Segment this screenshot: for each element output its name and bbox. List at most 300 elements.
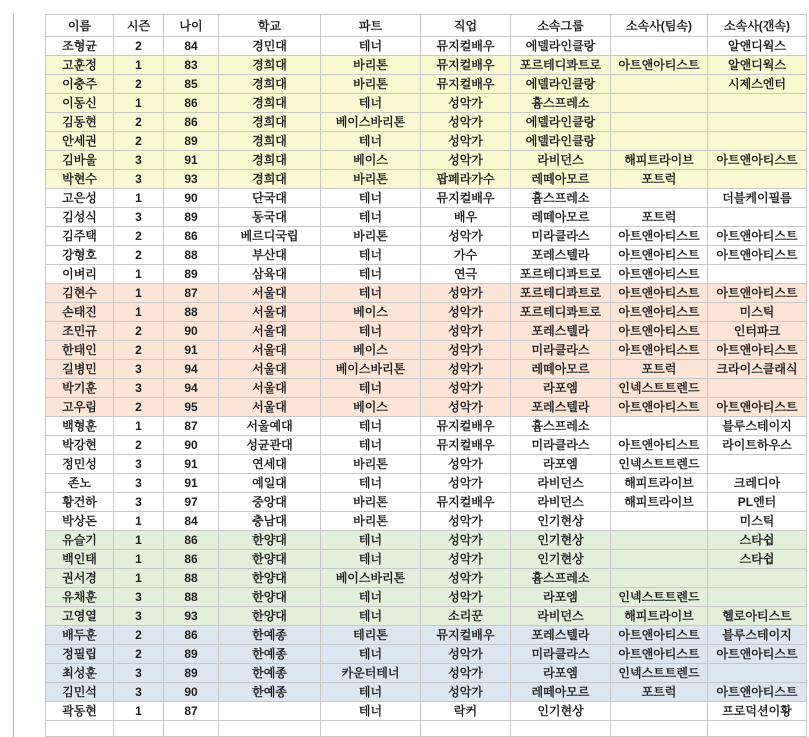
cell[interactable]: 한양대 xyxy=(219,588,321,607)
cell[interactable]: 84 xyxy=(164,512,219,531)
cell[interactable]: 블루스테이지 xyxy=(708,626,807,645)
cell[interactable]: 서울대 xyxy=(219,322,321,341)
cell[interactable]: 이충주 xyxy=(46,75,114,94)
cell[interactable]: 테너 xyxy=(321,436,421,455)
cell[interactable]: 90 xyxy=(164,189,219,208)
cell[interactable]: 이벼리 xyxy=(46,265,114,284)
cell[interactable]: 카운터테너 xyxy=(321,664,421,683)
cell[interactable]: 성악가 xyxy=(421,322,511,341)
cell[interactable]: 91 xyxy=(164,474,219,493)
cell[interactable]: 1 xyxy=(114,284,164,303)
cell[interactable]: 포트럭 xyxy=(611,360,708,379)
cell[interactable]: 아트앤아티스트 xyxy=(708,645,807,664)
cell[interactable] xyxy=(611,417,708,436)
cell[interactable]: 포르테디콰트로 xyxy=(511,284,611,303)
cell[interactable]: 89 xyxy=(164,208,219,227)
cell[interactable]: 3 xyxy=(114,360,164,379)
cell[interactable]: 박상돈 xyxy=(46,512,114,531)
cell[interactable]: 베이스바리톤 xyxy=(321,360,421,379)
cell[interactable]: 성악가 xyxy=(421,683,511,702)
cell[interactable]: 성악가 xyxy=(421,132,511,151)
cell[interactable]: 스타쉽 xyxy=(708,550,807,569)
cell[interactable]: 바리톤 xyxy=(321,455,421,474)
cell[interactable]: 89 xyxy=(164,265,219,284)
cell[interactable]: 락커 xyxy=(421,702,511,721)
cell[interactable]: 1 xyxy=(114,512,164,531)
cell[interactable] xyxy=(611,569,708,588)
cell[interactable]: 서울예대 xyxy=(219,417,321,436)
cell[interactable]: 83 xyxy=(164,56,219,75)
cell[interactable]: 86 xyxy=(164,227,219,246)
cell[interactable]: 바리톤 xyxy=(321,170,421,189)
cell[interactable]: 라포엠 xyxy=(511,588,611,607)
cell[interactable]: 인터파크 xyxy=(708,322,807,341)
cell[interactable] xyxy=(219,702,321,721)
cell[interactable]: 87 xyxy=(164,284,219,303)
cell[interactable] xyxy=(708,664,807,683)
cell[interactable]: 테너 xyxy=(321,246,421,265)
cell[interactable]: 1 xyxy=(114,265,164,284)
cell[interactable]: 정필립 xyxy=(46,645,114,664)
cell[interactable]: 크레디아 xyxy=(708,474,807,493)
cell[interactable]: 테너 xyxy=(321,588,421,607)
cell[interactable]: 김성식 xyxy=(46,208,114,227)
cell[interactable]: 소리꾼 xyxy=(421,607,511,626)
cell[interactable]: 뮤지컬배우 xyxy=(421,75,511,94)
cell[interactable]: 서울대 xyxy=(219,303,321,322)
cell[interactable]: 포트럭 xyxy=(611,208,708,227)
cell[interactable]: 1 xyxy=(114,94,164,113)
cell[interactable]: 포트럭 xyxy=(611,170,708,189)
cell[interactable]: 인기현상 xyxy=(511,550,611,569)
cell[interactable]: 아트앤아티스트 xyxy=(611,436,708,455)
cell[interactable]: 서울대 xyxy=(219,379,321,398)
cell[interactable] xyxy=(164,721,219,737)
cell[interactable]: 라포엠 xyxy=(511,379,611,398)
cell[interactable]: 미스틱 xyxy=(708,303,807,322)
cell[interactable]: 레떼아모르 xyxy=(511,170,611,189)
cell[interactable]: 성악가 xyxy=(421,569,511,588)
cell[interactable]: 아트앤아티스트 xyxy=(611,645,708,664)
cell[interactable]: 김바울 xyxy=(46,151,114,170)
cell[interactable]: 91 xyxy=(164,151,219,170)
cell[interactable]: 인넥스트트렌드 xyxy=(611,664,708,683)
cell[interactable]: 성악가 xyxy=(421,474,511,493)
cell[interactable]: 바리톤 xyxy=(321,493,421,512)
cell[interactable] xyxy=(611,189,708,208)
cell[interactable]: 배두훈 xyxy=(46,626,114,645)
cell[interactable]: 흄스프레소 xyxy=(511,189,611,208)
cell[interactable]: 한양대 xyxy=(219,531,321,550)
cell[interactable]: 2 xyxy=(114,341,164,360)
cell[interactable]: 성악가 xyxy=(421,379,511,398)
cell[interactable]: 테너 xyxy=(321,189,421,208)
cell[interactable] xyxy=(708,113,807,132)
cell[interactable]: 베이스 xyxy=(321,151,421,170)
cell[interactable]: 고우림 xyxy=(46,398,114,417)
cell[interactable]: 3 xyxy=(114,474,164,493)
cell[interactable] xyxy=(611,531,708,550)
cell[interactable]: 아트앤아티스트 xyxy=(708,151,807,170)
cell[interactable]: 해피트라이브 xyxy=(611,474,708,493)
cell[interactable]: 95 xyxy=(164,398,219,417)
cell[interactable]: 곽동현 xyxy=(46,702,114,721)
cell[interactable]: 성악가 xyxy=(421,588,511,607)
cell[interactable]: 미라클라스 xyxy=(511,645,611,664)
cell[interactable]: 1 xyxy=(114,550,164,569)
cell[interactable]: 에델라인클랑 xyxy=(511,37,611,56)
cell[interactable]: 라비던스 xyxy=(511,493,611,512)
cell[interactable]: 성악가 xyxy=(421,341,511,360)
cell[interactable]: 86 xyxy=(164,550,219,569)
cell[interactable]: 테너 xyxy=(321,702,421,721)
cell[interactable]: 테너 xyxy=(321,322,421,341)
cell[interactable]: 베이스바리톤 xyxy=(321,569,421,588)
cell[interactable]: 2 xyxy=(114,645,164,664)
cell[interactable]: 테너 xyxy=(321,474,421,493)
cell[interactable]: 라비던스 xyxy=(511,607,611,626)
cell[interactable]: 3 xyxy=(114,208,164,227)
column-header[interactable]: 시즌 xyxy=(114,15,164,37)
cell[interactable]: 91 xyxy=(164,455,219,474)
cell[interactable]: 한태인 xyxy=(46,341,114,360)
cell[interactable]: 베이스 xyxy=(321,398,421,417)
cell[interactable]: 성악가 xyxy=(421,550,511,569)
cell[interactable]: 성균관대 xyxy=(219,436,321,455)
cell[interactable]: 알앤디웍스 xyxy=(708,37,807,56)
cell[interactable]: 86 xyxy=(164,531,219,550)
cell[interactable]: 3 xyxy=(114,379,164,398)
cell[interactable]: 87 xyxy=(164,702,219,721)
cell[interactable]: 1 xyxy=(114,303,164,322)
cell[interactable]: 바리톤 xyxy=(321,75,421,94)
cell[interactable]: 뮤지컬배우 xyxy=(421,626,511,645)
cell[interactable]: 황건하 xyxy=(46,493,114,512)
column-header[interactable]: 이름 xyxy=(46,15,114,37)
cell[interactable]: 중앙대 xyxy=(219,493,321,512)
cell[interactable]: 동국대 xyxy=(219,208,321,227)
cell[interactable]: 94 xyxy=(164,360,219,379)
cell[interactable]: 팝페라가수 xyxy=(421,170,511,189)
cell[interactable]: 1 xyxy=(114,417,164,436)
cell[interactable]: 아트앤아티스트 xyxy=(611,341,708,360)
cell[interactable]: 김동현 xyxy=(46,113,114,132)
cell[interactable]: 박현수 xyxy=(46,170,114,189)
cell[interactable]: 1 xyxy=(114,56,164,75)
cell[interactable]: 성악가 xyxy=(421,645,511,664)
cell[interactable]: 서울대 xyxy=(219,360,321,379)
cell[interactable]: 한예종 xyxy=(219,626,321,645)
cell[interactable]: 포르테디콰트로 xyxy=(511,265,611,284)
cell[interactable]: 레떼아모르 xyxy=(511,683,611,702)
cell[interactable]: 90 xyxy=(164,322,219,341)
cell[interactable]: 테너 xyxy=(321,607,421,626)
cell[interactable]: 라포엠 xyxy=(511,664,611,683)
cell[interactable]: 성악가 xyxy=(421,455,511,474)
cell[interactable]: 백인태 xyxy=(46,550,114,569)
cell[interactable] xyxy=(114,721,164,737)
cell[interactable]: 89 xyxy=(164,132,219,151)
cell[interactable]: 가수 xyxy=(421,246,511,265)
cell[interactable]: 조형균 xyxy=(46,37,114,56)
cell[interactable]: 아트앤아티스트 xyxy=(708,341,807,360)
cell[interactable]: 아트앤아티스트 xyxy=(708,683,807,702)
cell[interactable]: 경희대 xyxy=(219,56,321,75)
cell[interactable]: 인기현상 xyxy=(511,702,611,721)
cell[interactable]: 베르디국립 xyxy=(219,227,321,246)
cell[interactable] xyxy=(708,208,807,227)
cell[interactable]: 3 xyxy=(114,607,164,626)
cell[interactable] xyxy=(708,379,807,398)
cell[interactable] xyxy=(611,113,708,132)
cell[interactable]: 아트앤아티스트 xyxy=(611,227,708,246)
cell[interactable]: 86 xyxy=(164,626,219,645)
cell[interactable]: 3 xyxy=(114,664,164,683)
cell[interactable]: 인기현상 xyxy=(511,531,611,550)
cell[interactable]: 존노 xyxy=(46,474,114,493)
cell[interactable]: 89 xyxy=(164,664,219,683)
cell[interactable]: 성악가 xyxy=(421,512,511,531)
cell[interactable]: 2 xyxy=(114,436,164,455)
cell[interactable] xyxy=(708,265,807,284)
cell[interactable]: 2 xyxy=(114,37,164,56)
cell[interactable]: 한예종 xyxy=(219,683,321,702)
cell[interactable]: 3 xyxy=(114,455,164,474)
cell[interactable]: 아트앤아티스트 xyxy=(611,322,708,341)
cell[interactable]: 경희대 xyxy=(219,151,321,170)
cell[interactable]: 3 xyxy=(114,588,164,607)
cell[interactable]: 테너 xyxy=(321,645,421,664)
cell[interactable]: 포레스텔라 xyxy=(511,322,611,341)
cell[interactable]: 93 xyxy=(164,607,219,626)
cell[interactable]: 인넥스트트렌드 xyxy=(611,588,708,607)
cell[interactable]: 미스틱 xyxy=(708,512,807,531)
cell[interactable]: 87 xyxy=(164,417,219,436)
cell[interactable] xyxy=(611,132,708,151)
cell[interactable]: 베이스바리톤 xyxy=(321,113,421,132)
cell[interactable]: 라비던스 xyxy=(511,474,611,493)
cell[interactable]: 포르테디콰트로 xyxy=(511,56,611,75)
cell[interactable]: 스타쉽 xyxy=(708,531,807,550)
cell[interactable]: 최성훈 xyxy=(46,664,114,683)
cell[interactable]: 유채훈 xyxy=(46,588,114,607)
cell[interactable]: 테리톤 xyxy=(321,626,421,645)
cell[interactable]: 박강현 xyxy=(46,436,114,455)
cell[interactable]: 테너 xyxy=(321,37,421,56)
cell[interactable]: 인넥스트트렌드 xyxy=(611,455,708,474)
cell[interactable]: 포레스텔라 xyxy=(511,246,611,265)
cell[interactable]: 아트앤아티스트 xyxy=(708,227,807,246)
cell[interactable] xyxy=(708,132,807,151)
cell[interactable]: 경민대 xyxy=(219,37,321,56)
cell[interactable]: 해피트라이브 xyxy=(611,151,708,170)
column-header[interactable]: 학교 xyxy=(219,15,321,37)
cell[interactable]: 테너 xyxy=(321,132,421,151)
cell[interactable]: 예일대 xyxy=(219,474,321,493)
cell[interactable]: 바리톤 xyxy=(321,56,421,75)
cell[interactable] xyxy=(611,37,708,56)
cell[interactable]: 손태진 xyxy=(46,303,114,322)
cell[interactable]: 테너 xyxy=(321,265,421,284)
cell[interactable]: 포트럭 xyxy=(611,683,708,702)
cell[interactable] xyxy=(611,512,708,531)
cell[interactable]: 1 xyxy=(114,569,164,588)
cell[interactable]: 성악가 xyxy=(421,94,511,113)
cell[interactable]: 아트앤아티스트 xyxy=(708,246,807,265)
cell[interactable]: 88 xyxy=(164,588,219,607)
cell[interactable]: 88 xyxy=(164,303,219,322)
cell[interactable]: 배우 xyxy=(421,208,511,227)
cell[interactable]: 2 xyxy=(114,626,164,645)
cell[interactable]: 성악가 xyxy=(421,664,511,683)
cell[interactable]: 2 xyxy=(114,246,164,265)
column-header[interactable]: 소속사(팀속) xyxy=(611,15,708,37)
cell[interactable]: 미라클라스 xyxy=(511,436,611,455)
cell[interactable]: 바리톤 xyxy=(321,512,421,531)
cell[interactable]: 89 xyxy=(164,645,219,664)
cell[interactable]: 테너 xyxy=(321,284,421,303)
cell[interactable]: 2 xyxy=(114,227,164,246)
cell[interactable] xyxy=(708,94,807,113)
cell[interactable]: 2 xyxy=(114,75,164,94)
cell[interactable]: 3 xyxy=(114,170,164,189)
cell[interactable]: 성악가 xyxy=(421,284,511,303)
cell[interactable]: 88 xyxy=(164,569,219,588)
cell[interactable]: 1 xyxy=(114,702,164,721)
column-header[interactable]: 나이 xyxy=(164,15,219,37)
cell[interactable]: 뮤지컬배우 xyxy=(421,493,511,512)
cell[interactable]: 85 xyxy=(164,75,219,94)
column-header[interactable]: 소속사(갠속) xyxy=(708,15,807,37)
cell[interactable]: 아트앤아티스트 xyxy=(611,246,708,265)
cell[interactable]: 테너 xyxy=(321,550,421,569)
cell[interactable]: 김현수 xyxy=(46,284,114,303)
cell[interactable]: 프로덕션이황 xyxy=(708,702,807,721)
cell[interactable] xyxy=(708,569,807,588)
cell[interactable]: 강형호 xyxy=(46,246,114,265)
cell[interactable]: 라비던스 xyxy=(511,151,611,170)
cell[interactable]: 유슬기 xyxy=(46,531,114,550)
cell[interactable]: 서울대 xyxy=(219,341,321,360)
cell[interactable]: 해피트라이브 xyxy=(611,493,708,512)
cell[interactable] xyxy=(708,721,807,737)
cell[interactable]: 흄스프레소 xyxy=(511,94,611,113)
cell[interactable]: 2 xyxy=(114,113,164,132)
cell[interactable]: 김주택 xyxy=(46,227,114,246)
cell[interactable] xyxy=(708,170,807,189)
cell[interactable]: 1 xyxy=(114,531,164,550)
cell[interactable] xyxy=(219,721,321,737)
cell[interactable]: 성악가 xyxy=(421,398,511,417)
cell[interactable]: 2 xyxy=(114,398,164,417)
cell[interactable]: 97 xyxy=(164,493,219,512)
column-header[interactable]: 소속그룹 xyxy=(511,15,611,37)
cell[interactable]: 2 xyxy=(114,132,164,151)
cell[interactable]: 성악가 xyxy=(421,360,511,379)
cell[interactable]: 라포엠 xyxy=(511,455,611,474)
cell[interactable]: 뮤지컬배우 xyxy=(421,417,511,436)
cell[interactable] xyxy=(611,702,708,721)
cell[interactable]: 성악가 xyxy=(421,303,511,322)
cell[interactable]: 84 xyxy=(164,37,219,56)
cell[interactable]: 3 xyxy=(114,151,164,170)
cell[interactable]: 정민성 xyxy=(46,455,114,474)
cell[interactable]: 에델라인클랑 xyxy=(511,132,611,151)
cell[interactable]: 아트앤아티스트 xyxy=(611,303,708,322)
cell[interactable]: 경희대 xyxy=(219,94,321,113)
column-header[interactable]: 파트 xyxy=(321,15,421,37)
cell[interactable]: 91 xyxy=(164,341,219,360)
cell[interactable]: 미라클라스 xyxy=(511,341,611,360)
cell[interactable]: 인기현상 xyxy=(511,512,611,531)
cell[interactable]: 바리톤 xyxy=(321,227,421,246)
cell[interactable]: 90 xyxy=(164,683,219,702)
cell[interactable]: 3 xyxy=(114,683,164,702)
cell[interactable] xyxy=(611,94,708,113)
cell[interactable]: 베이스 xyxy=(321,303,421,322)
cell[interactable]: 알앤디웍스 xyxy=(708,56,807,75)
cell[interactable]: 이동신 xyxy=(46,94,114,113)
cell[interactable] xyxy=(421,721,511,737)
cell[interactable]: 90 xyxy=(164,436,219,455)
cell[interactable]: 아트앤아티스트 xyxy=(611,265,708,284)
cell[interactable]: 조민규 xyxy=(46,322,114,341)
cell[interactable]: 경희대 xyxy=(219,75,321,94)
cell[interactable]: 93 xyxy=(164,170,219,189)
cell[interactable]: 삼육대 xyxy=(219,265,321,284)
cell[interactable] xyxy=(611,721,708,737)
cell[interactable]: 경희대 xyxy=(219,132,321,151)
cell[interactable]: 고훈정 xyxy=(46,56,114,75)
cell[interactable]: 백형훈 xyxy=(46,417,114,436)
cell[interactable]: 박기훈 xyxy=(46,379,114,398)
cell[interactable]: PL엔터 xyxy=(708,493,807,512)
cell[interactable]: 아트앤아티스트 xyxy=(611,284,708,303)
cell[interactable]: 뮤지컬배우 xyxy=(421,56,511,75)
cell[interactable]: 테너 xyxy=(321,379,421,398)
cell[interactable]: 서울대 xyxy=(219,284,321,303)
cell[interactable]: 시제스엔터 xyxy=(708,75,807,94)
cell[interactable]: 88 xyxy=(164,246,219,265)
cell[interactable]: 포레스텔라 xyxy=(511,626,611,645)
column-header[interactable]: 직업 xyxy=(421,15,511,37)
cell[interactable]: 경희대 xyxy=(219,170,321,189)
cell[interactable]: 한예종 xyxy=(219,645,321,664)
cell[interactable]: 연극 xyxy=(421,265,511,284)
cell[interactable]: 테너 xyxy=(321,208,421,227)
cell[interactable]: 권서경 xyxy=(46,569,114,588)
cell[interactable]: 아트앤아티스트 xyxy=(611,56,708,75)
cell[interactable]: 김민석 xyxy=(46,683,114,702)
cell[interactable]: 94 xyxy=(164,379,219,398)
cell[interactable]: 인넥스트트렌드 xyxy=(611,379,708,398)
cell[interactable]: 2 xyxy=(114,322,164,341)
cell[interactable]: 성악가 xyxy=(421,151,511,170)
cell[interactable] xyxy=(321,721,421,737)
cell[interactable]: 레떼아모르 xyxy=(511,208,611,227)
cell[interactable]: 한양대 xyxy=(219,569,321,588)
cell[interactable]: 86 xyxy=(164,113,219,132)
cell[interactable]: 블루스테이지 xyxy=(708,417,807,436)
cell[interactable]: 아트앤아티스트 xyxy=(708,398,807,417)
cell[interactable]: 포르테디콰트로 xyxy=(511,303,611,322)
cell[interactable]: 성악가 xyxy=(421,531,511,550)
cell[interactable]: 길병민 xyxy=(46,360,114,379)
cell[interactable]: 테너 xyxy=(321,417,421,436)
cell[interactable]: 경희대 xyxy=(219,113,321,132)
cell[interactable]: 안세권 xyxy=(46,132,114,151)
cell[interactable]: 성악가 xyxy=(421,227,511,246)
